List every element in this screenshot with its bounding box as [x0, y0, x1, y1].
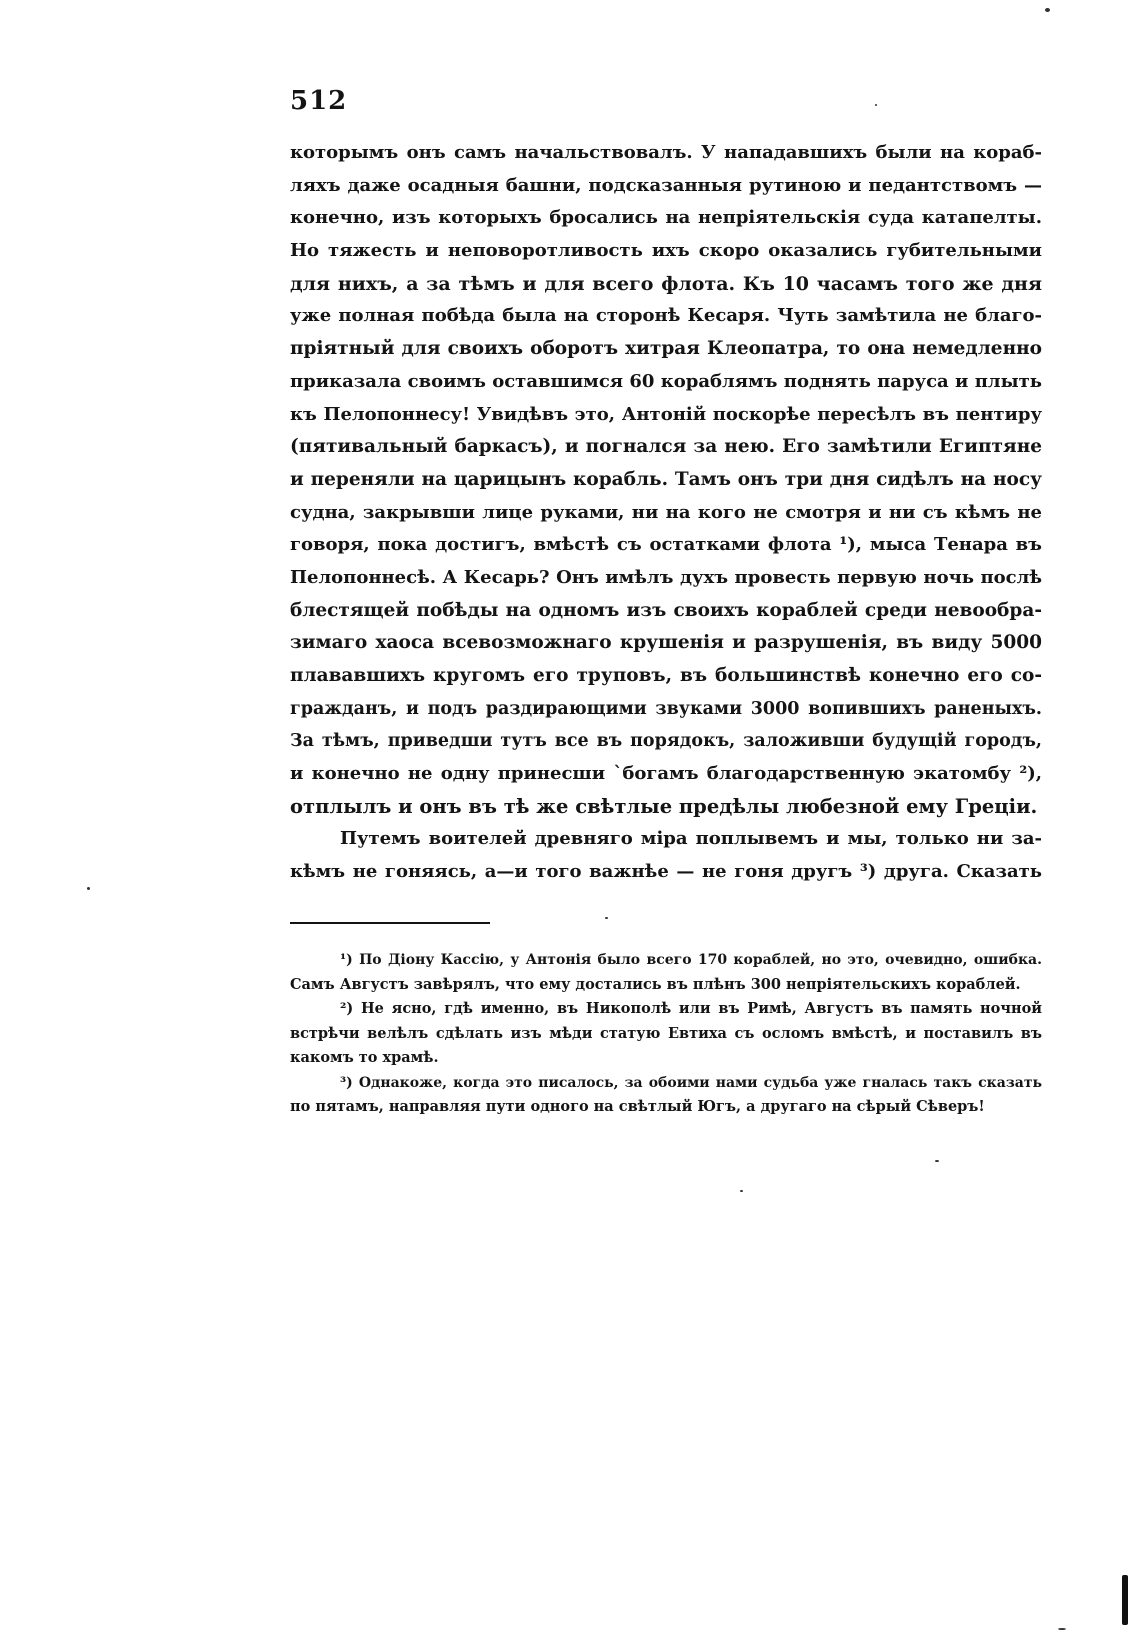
footnote-divider — [290, 922, 490, 924]
text-line: Путемъ воителей древняго міра поплывемъ и мы, только ни за- — [340, 828, 1042, 850]
text-line: пріятный для своихъ оборотъ хитрая Клеопатра, то она немедленно — [290, 338, 1042, 360]
text-line: зимаго хаоса всевозможнаго крушенія и разрушенія, въ виду 5000 — [290, 632, 1042, 654]
footnotes — [290, 948, 1042, 1120]
scan-edge-mark — [1122, 1575, 1128, 1625]
text-line: говоря, пока достигъ, вмѣстѣ съ остатками флота ¹), мыса Тенара въ — [290, 534, 1042, 556]
text-line: блестящей побѣды на одномъ изъ своихъ кораблей среди невообра- — [290, 599, 1042, 621]
text-line: для нихъ, а за тѣмъ и для всего флота. Къ 10 часамъ того же дня — [290, 272, 1042, 295]
main-text — [290, 137, 1042, 889]
scan-speck — [1045, 8, 1050, 12]
scan-speck — [875, 104, 877, 106]
text-line: ляхъ даже осадныя башни, подсказанныя рутиною и педантствомъ — — [290, 174, 1042, 196]
text-line: судна, закрывши лице руками, ни на кого не смотря и ни съ кѣмъ не — [290, 501, 1042, 523]
text-line: приказала своимъ оставшимся 60 кораблямъ поднять паруса и плыть — [290, 370, 1042, 392]
text-line: и переняли на царицынъ корабль. Тамъ онъ три дня сидѣлъ на носу — [290, 468, 1042, 490]
scan-speck — [87, 887, 90, 890]
footnote-line: какомъ то храмѣ. — [290, 1049, 439, 1066]
scan-speck — [740, 1190, 743, 1192]
text-line: которымъ онъ самъ начальствовалъ. У нападавшихъ были на кораб- — [290, 142, 1042, 163]
text-line: къ Пелопоннесу! Увидѣвъ это, Антоній поскорѣе пересѣлъ въ пентиру — [290, 403, 1042, 425]
footnote-line: по пятамъ, направляя пути одного на свѣтлый Югъ, а другаго на сѣрый Сѣверъ! — [290, 1098, 985, 1115]
text-line: гражданъ, и подъ раздирающими звуками 3000 вопившихъ раненыхъ. — [290, 698, 1042, 719]
footnote-line: ²) Не ясно, гдѣ именно, въ Никополѣ или въ Римѣ, Августъ въ память ночной — [340, 1000, 1042, 1017]
footnote-line: ³) Однакоже, когда это писалось, за обоими нами судьба уже гналась такъ сказать — [340, 1074, 1042, 1091]
footnote-line: Самъ Августъ завѣрялъ, что ему достались въ плѣнъ 300 непріятельскихъ кораблей. — [290, 975, 1021, 993]
text-line: За тѣмъ, приведши тутъ все въ порядокъ, заложивши будущій городъ, — [290, 731, 1042, 752]
scan-speck — [1058, 1628, 1066, 1630]
page-number: 512 — [290, 86, 348, 116]
text-line: кѣмъ не гоняясь, а—и того важнѣе — не гоня другъ ³) друга. Сказать — [290, 861, 1042, 883]
text-line: конечно, изъ которыхъ бросались на непріятельскія суда катапелты. — [290, 207, 1042, 229]
text-line: и конечно не одну принесши `богамъ благодарственную экатомбу ²), — [290, 763, 1042, 785]
scan-speck — [605, 917, 608, 919]
text-line: Но тяжесть и неповоротливость ихъ скоро оказались губительными — [290, 240, 1042, 262]
text-line: отплылъ и онъ въ тѣ же свѣтлые предѣлы любезной ему Греціи. — [290, 794, 1038, 818]
footnote-line: встрѣчи велѣлъ сдѣлать изъ мѣди статую Евтиха съ осломъ вмѣстѣ, и поставилъ въ — [290, 1024, 1042, 1042]
footnote-line: ¹) По Діону Кассію, у Антонія было всего 170 кораблей, но это, очевидно, ошибка. — [340, 952, 1042, 968]
scan-speck — [935, 1160, 939, 1162]
text-line: плававшихъ кругомъ его труповъ, въ большинствѣ конечно его со- — [290, 665, 1042, 686]
text-line: (пятивальный баркасъ), и погнался за нею. Его замѣтили Египтяне — [290, 436, 1042, 458]
text-line: Пелопоннесѣ. А Кесарь? Онъ имѣлъ духъ провесть первую ночь послѣ — [290, 566, 1042, 588]
text-line: уже полная побѣда была на сторонѣ Кесаря. Чуть замѣтила не благо- — [290, 305, 1042, 327]
